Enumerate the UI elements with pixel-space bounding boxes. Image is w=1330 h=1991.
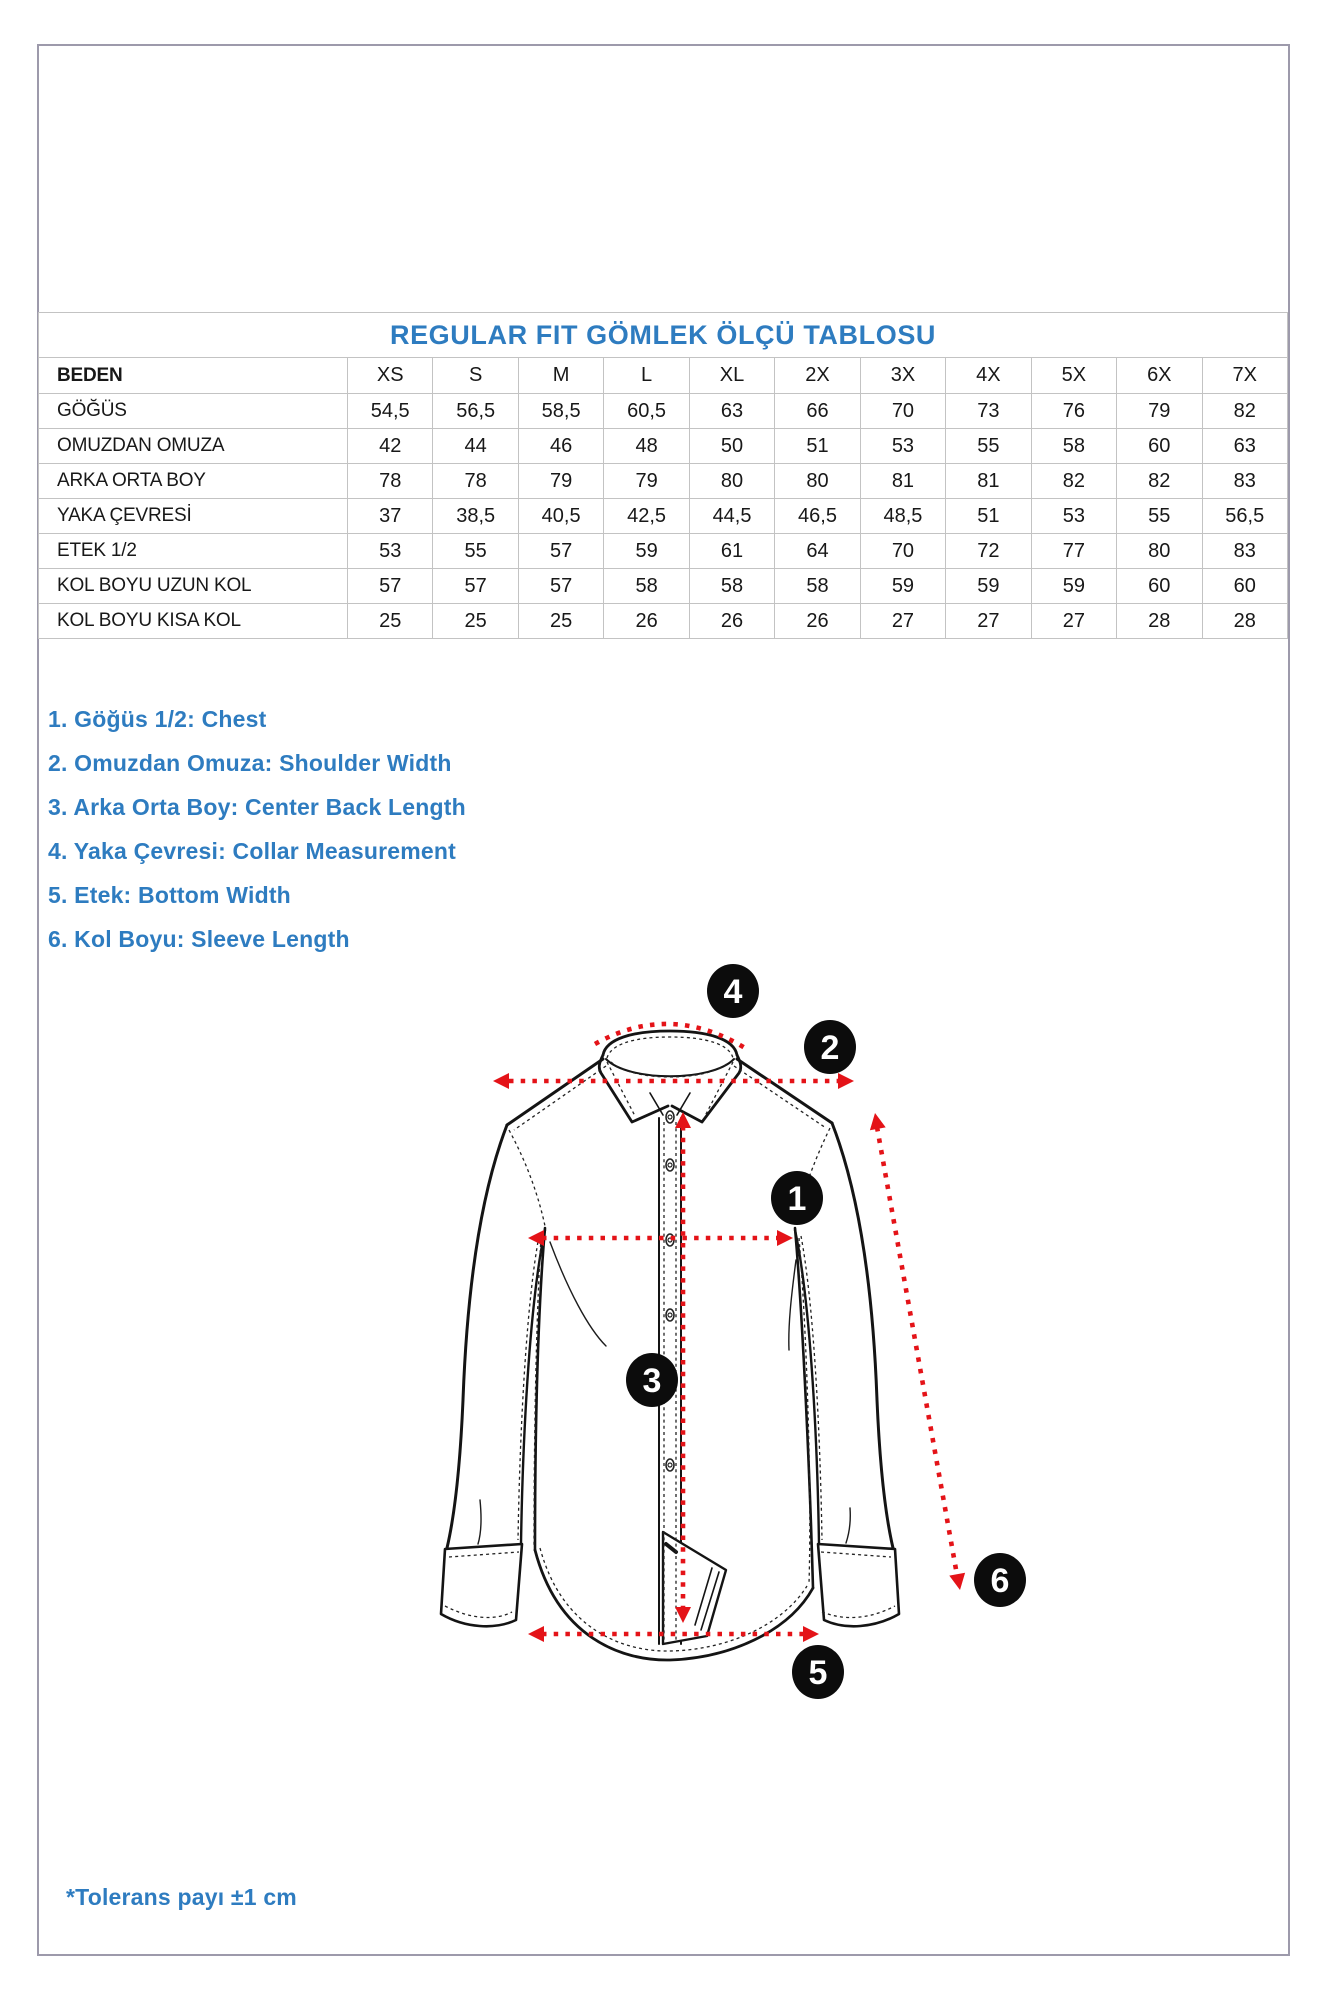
shirt-buttons (666, 1111, 674, 1471)
size-column-header: XL (689, 358, 774, 394)
measurement-value: 26 (604, 604, 689, 639)
measurement-value: 53 (1031, 499, 1116, 534)
measurement-value: 63 (1202, 429, 1287, 464)
shirt-outline (441, 1031, 899, 1660)
measurement-value: 38,5 (433, 499, 518, 534)
marker-5 (792, 1645, 844, 1699)
measurement-value: 37 (348, 499, 433, 534)
measurement-value: 58 (604, 569, 689, 604)
size-table (38, 312, 1288, 639)
measurement-value: 28 (1202, 604, 1287, 639)
measurement-value: 27 (1031, 604, 1116, 639)
marker-2 (804, 1020, 856, 1074)
measurement-legend (48, 697, 466, 961)
measurement-value: 57 (518, 569, 603, 604)
measurement-value: 80 (775, 464, 860, 499)
measurement-value: 60 (1117, 569, 1202, 604)
measurement-value: 28 (1117, 604, 1202, 639)
measurement-value: 57 (348, 569, 433, 604)
row-label: GÖĞÜS (39, 394, 348, 429)
table-row (39, 569, 1288, 604)
legend-item: 6. Kol Boyu: Sleeve Length (48, 925, 350, 952)
size-column-header: 3X (860, 358, 945, 394)
wrinkle-right-armpit (789, 1260, 796, 1350)
measurement-value: 57 (433, 569, 518, 604)
measurement-value: 55 (433, 534, 518, 569)
measurement-value: 44 (433, 429, 518, 464)
sleeve-measure-line (877, 1127, 957, 1575)
measurement-value: 64 (775, 534, 860, 569)
measurement-value: 77 (1031, 534, 1116, 569)
table-row (39, 534, 1288, 569)
measurement-value: 58 (775, 569, 860, 604)
measurement-value: 66 (775, 394, 860, 429)
size-column-header: XS (348, 358, 433, 394)
table-header-row (39, 358, 1288, 394)
measurement-value: 79 (1117, 394, 1202, 429)
measurement-value: 27 (860, 604, 945, 639)
measurement-value: 79 (518, 464, 603, 499)
legend-item: 2. Omuzdan Omuza: Shoulder Width (48, 749, 452, 776)
arrowhead (870, 1113, 886, 1130)
measurement-value: 56,5 (1202, 499, 1287, 534)
table-row (39, 394, 1288, 429)
marker-4 (707, 964, 759, 1018)
svg-text:1: 1 (787, 1180, 807, 1218)
size-column-header: 6X (1117, 358, 1202, 394)
shoulder-seam-left (507, 1059, 603, 1125)
row-label: KOL BOYU KISA KOL (39, 604, 348, 639)
measurement-value: 60 (1117, 429, 1202, 464)
row-label: ARKA ORTA BOY (39, 464, 348, 499)
svg-text:2: 2 (820, 1029, 840, 1067)
measurement-value: 72 (946, 534, 1031, 569)
arrowhead (493, 1073, 509, 1089)
measurement-value: 76 (1031, 394, 1116, 429)
measurement-value: 53 (860, 429, 945, 464)
measurement-value: 46,5 (775, 499, 860, 534)
arrowhead (777, 1230, 793, 1246)
sleeve-outer-right (832, 1123, 893, 1548)
measurement-value: 25 (348, 604, 433, 639)
wrinkle-left-armpit (550, 1242, 606, 1346)
measurement-value: 48,5 (860, 499, 945, 534)
measurement-value: 59 (860, 569, 945, 604)
measurement-value: 70 (860, 394, 945, 429)
measurement-value: 80 (689, 464, 774, 499)
size-column-header: 2X (775, 358, 860, 394)
legend-item: 3. Arka Orta Boy: Center Back Length (48, 793, 466, 820)
svg-text:5: 5 (808, 1654, 828, 1692)
measurement-value: 57 (518, 534, 603, 569)
marker-1 (771, 1171, 823, 1225)
measurement-value: 82 (1202, 394, 1287, 429)
arrowhead (528, 1230, 544, 1246)
measurement-value: 79 (604, 464, 689, 499)
table-title-row (39, 313, 1288, 358)
measurement-value: 83 (1202, 464, 1287, 499)
table-title: REGULAR FIT GÖMLEK ÖLÇÜ TABLOSU (39, 313, 1288, 358)
measurement-value: 63 (689, 394, 774, 429)
table-row (39, 464, 1288, 499)
measurement-value: 44,5 (689, 499, 774, 534)
marker-6 (974, 1553, 1026, 1607)
svg-text:3: 3 (642, 1362, 662, 1400)
legend-item: 1. Göğüs 1/2: Chest (48, 705, 267, 732)
measurement-value: 25 (518, 604, 603, 639)
arrowhead (838, 1073, 854, 1089)
measurement-value: 55 (1117, 499, 1202, 534)
measurement-value: 54,5 (348, 394, 433, 429)
measurement-value: 26 (775, 604, 860, 639)
row-label: ETEK 1/2 (39, 534, 348, 569)
measurement-value: 58 (689, 569, 774, 604)
measurement-value: 81 (946, 464, 1031, 499)
measurement-value: 40,5 (518, 499, 603, 534)
table-row (39, 429, 1288, 464)
measurement-value: 53 (348, 534, 433, 569)
measurement-value: 56,5 (433, 394, 518, 429)
measurement-value: 48 (604, 429, 689, 464)
arrowhead (949, 1573, 965, 1590)
size-column-header: S (433, 358, 518, 394)
size-column-header: 4X (946, 358, 1031, 394)
collar-band (603, 1031, 737, 1055)
measurement-value: 55 (946, 429, 1031, 464)
measurement-value: 26 (689, 604, 774, 639)
measurement-value: 60 (1202, 569, 1287, 604)
measurement-value: 25 (433, 604, 518, 639)
tolerance-note: *Tolerans payı ±1 cm (66, 1884, 297, 1910)
measurement-value: 81 (860, 464, 945, 499)
svg-text:4: 4 (723, 973, 743, 1011)
row-label: OMUZDAN OMUZA (39, 429, 348, 464)
measurement-value: 83 (1202, 534, 1287, 569)
measurement-value: 59 (1031, 569, 1116, 604)
size-column-header: 5X (1031, 358, 1116, 394)
cuff-right (818, 1544, 899, 1626)
measurement-value: 70 (860, 534, 945, 569)
measurement-value: 58,5 (518, 394, 603, 429)
size-column-header: M (518, 358, 603, 394)
table-row (39, 604, 1288, 639)
measurement-value: 60,5 (604, 394, 689, 429)
measurement-value: 80 (1117, 534, 1202, 569)
size-column-header: 7X (1202, 358, 1287, 394)
measurement-value: 61 (689, 534, 774, 569)
measurement-value: 27 (946, 604, 1031, 639)
legend-item: 5. Etek: Bottom Width (48, 881, 291, 908)
measurement-value: 59 (946, 569, 1031, 604)
measurement-value: 42,5 (604, 499, 689, 534)
size-column-header: L (604, 358, 689, 394)
header-label: BEDEN (39, 358, 348, 394)
button (666, 1111, 674, 1471)
sleeve-outer-left (447, 1125, 507, 1548)
measurement-value: 82 (1117, 464, 1202, 499)
arrowhead (528, 1626, 544, 1642)
table-row (39, 499, 1288, 534)
measurement-value: 82 (1031, 464, 1116, 499)
wrinkle-left-cuff (478, 1500, 481, 1544)
row-label: YAKA ÇEVRESİ (39, 499, 348, 534)
measurement-value: 58 (1031, 429, 1116, 464)
arrowhead (803, 1626, 819, 1642)
wrinkle-right-cuff (846, 1508, 850, 1543)
measurement-value: 51 (946, 499, 1031, 534)
shirt-measurement-diagram (330, 960, 1030, 1760)
measurement-value: 59 (604, 534, 689, 569)
row-label: KOL BOYU UZUN KOL (39, 569, 348, 604)
measurement-value: 78 (348, 464, 433, 499)
svg-text:6: 6 (990, 1562, 1010, 1600)
marker-3 (626, 1353, 678, 1407)
collar-inner-back (606, 1059, 734, 1076)
measurement-value: 42 (348, 429, 433, 464)
measurement-value: 78 (433, 464, 518, 499)
legend-item: 4. Yaka Çevresi: Collar Measurement (48, 837, 457, 864)
measurement-value: 46 (518, 429, 603, 464)
measurement-value: 51 (775, 429, 860, 464)
collar-measure-arc (595, 1024, 745, 1048)
measurement-value: 50 (689, 429, 774, 464)
measurement-value: 73 (946, 394, 1031, 429)
cuff-left (441, 1544, 522, 1626)
